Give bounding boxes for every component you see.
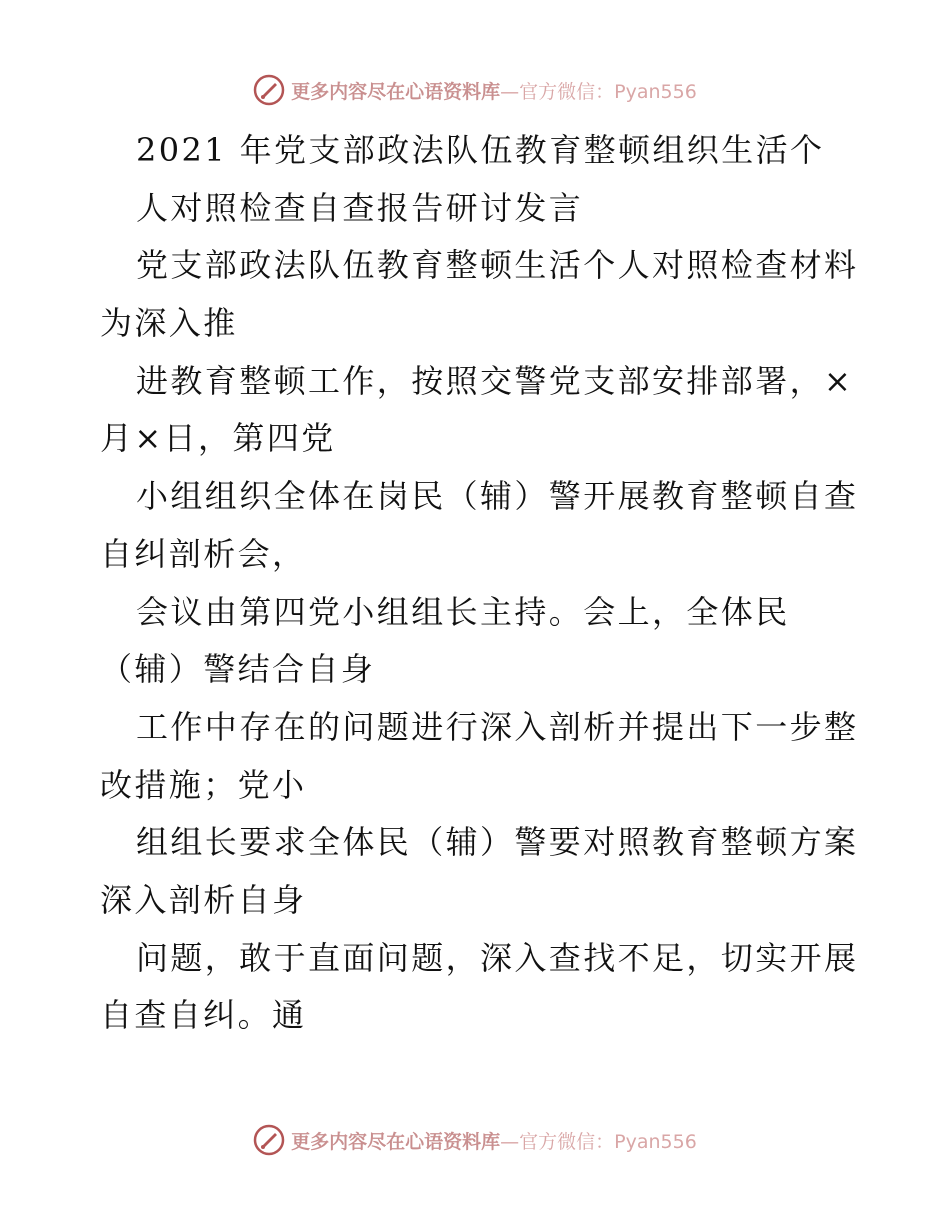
paragraph-line: 组组长要求全体民（辅）警要对照教育整顿方案 — [136, 823, 859, 862]
paragraph-line: （辅）警结合自身 — [100, 650, 376, 689]
header-text — [291, 77, 697, 104]
paragraph-line: 自查自纠。通 — [100, 996, 307, 1035]
paragraph-line: 小组组织全体在岗民（辅）警开展教育整顿自查 — [136, 477, 859, 516]
title-line-1: 2021 年党支部政法队伍教育整顿组织生活个 — [136, 131, 825, 169]
header-wechat-text: 官方微信：Pyan556 — [519, 80, 697, 103]
title-line-2: 人对照检查自查报告研讨发言 — [136, 188, 584, 227]
paragraph-line: 自纠剖析会， — [100, 534, 307, 573]
header-site-text: 更多内容尽在心语资料库 — [291, 80, 501, 103]
paragraph-line: 深入剖析自身 — [100, 880, 307, 919]
paragraph-line: 改措施；党小 — [100, 765, 307, 804]
paragraph-line: 问题，敢于直面问题，深入查找不足，切实开展 — [136, 938, 859, 977]
brand-logo-icon — [253, 74, 285, 106]
footer-text — [291, 1127, 697, 1154]
paragraph-line: 为深入推 — [100, 304, 238, 343]
paragraph-line: 党支部政法队伍教育整顿生活个人对照检查材料 — [136, 246, 859, 285]
footer-site-text: 更多内容尽在心语资料库 — [291, 1130, 501, 1153]
footer-banner — [0, 1120, 950, 1160]
paragraph-line: 会议由第四党小组组长主持。会上，全体民 — [136, 592, 790, 631]
brand-logo-icon — [253, 1124, 285, 1156]
header-dash: — — [500, 80, 520, 103]
paragraph-line: 工作中存在的问题进行深入剖析并提出下一步整 — [136, 707, 859, 746]
footer-wechat-text: 官方微信：Pyan556 — [519, 1130, 697, 1153]
paragraph-line: 进教育整顿工作，按照交警党支部安排部署，× — [136, 361, 854, 400]
footer-dash: — — [500, 1130, 520, 1153]
paragraph-line: 月×日，第四党 — [100, 419, 336, 458]
document-body — [100, 122, 860, 1045]
header-banner — [0, 70, 950, 110]
